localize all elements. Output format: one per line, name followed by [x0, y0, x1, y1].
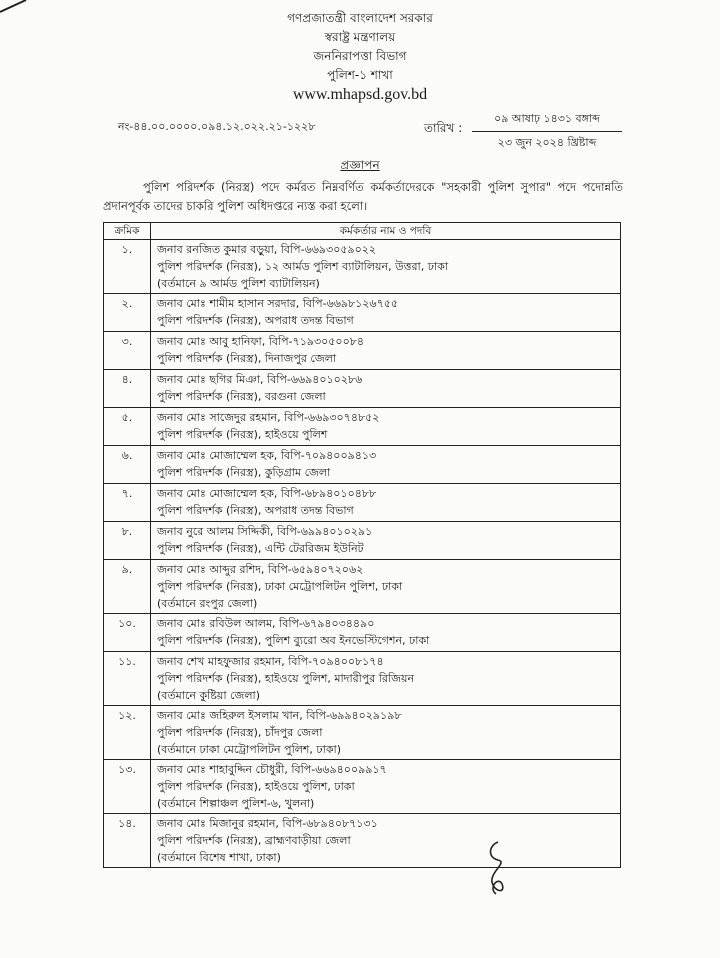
division-name: জননিরাপত্তা বিভাগ — [313, 49, 407, 63]
table-row — [104, 814, 621, 868]
officer-details — [151, 240, 621, 294]
officer-details — [151, 522, 621, 560]
officer-details — [151, 484, 621, 522]
officer-name: জনাব রনজিত কুমার বড়ুয়া, বিপি-৬৬৯৩০৫৯০২২ — [157, 243, 377, 256]
officer-details — [151, 814, 621, 868]
officer-designation: পুলিশ পরিদর্শক (নিরস্ত্র), অপরাধ তদন্ত বিভাগ — [157, 504, 354, 517]
serial-number: ৩. — [104, 332, 151, 370]
table-header-row — [104, 223, 621, 240]
officer-details — [151, 560, 621, 614]
ministry-name: স্বরাষ্ট্র মন্ত্রণালয় — [324, 30, 396, 44]
serial-number: ১২. — [104, 706, 151, 760]
table-row — [104, 446, 621, 484]
serial-number: ৬. — [104, 446, 151, 484]
officer-current-posting: (বর্তমানে রংপুর জেলা) — [157, 597, 258, 610]
col-name-designation: কর্মকর্তার নাম ও পদবি — [151, 223, 621, 240]
officer-details — [151, 614, 621, 652]
officer-name: জনাব মোঃ শামীম হাসান সরদার, বিপি-৬৬৯৮১২৬৭৫৫ — [157, 297, 399, 310]
officer-name: জনাব মোঃ শাহাবুদ্দিন চৌধুরী, বিপি-৬৬৯৪০০৯৯১৭ — [157, 763, 387, 776]
serial-number: ১৩. — [104, 760, 151, 814]
table-row — [104, 614, 621, 652]
table-row — [104, 294, 621, 332]
officer-name: জনাব নুরে আলম সিদ্দিকী, বিপি-৬৯৯৪০১০২৯১ — [157, 525, 373, 538]
officer-designation: পুলিশ পরিদর্শক (নিরস্ত্র), কুড়িগ্রাম জেলা — [157, 466, 331, 479]
table-row — [104, 706, 621, 760]
officer-current-posting: (বর্তমানে ৯ আর্মড পুলিশ ব্যাটালিয়ন) — [157, 277, 320, 290]
officer-designation: পুলিশ পরিদর্শক (নিরস্ত্র), ঢাকা মেট্রোপলিটন পুলিশ, ঢাকা — [157, 580, 403, 593]
officer-details — [151, 706, 621, 760]
branch-name: পুলিশ-১ শাখা — [327, 68, 393, 82]
officer-name: জনাব শেখ মাহফুজার রহমান, বিপি-৭০৯৪০০৮১৭৪ — [157, 655, 384, 668]
officer-name: জনাব মোঃ আব্দুর রশিদ, বিপি-৬৫৯৪০৭২০৬২ — [157, 563, 364, 576]
officer-name: জনাব মোঃ রবিউল আলম, বিপি-৬৭৯৪০৩৪৪৯০ — [157, 617, 375, 630]
officer-designation: পুলিশ পরিদর্শক (নিরস্ত্র), এন্টি টেররিজম ইউনিট — [157, 542, 364, 555]
table-row — [104, 760, 621, 814]
officer-name: জনাব মোঃ জহিরুল ইসলাম খান, বিপি-৬৯৯৪০২৯১৯৮ — [157, 709, 402, 722]
notice-paragraph: পুলিশ পরিদর্শক (নিরস্ত্র) পদে কর্মরত নিম্নবর্ণিত কর্মকর্তাদেরকে "সহকারী পুলিশ সুপার" পদে পদোন্নতি প্রদানপূর্বক তাদের চাকরি পুলিশ অধিদপ্তরে ন্যস্ত করা হলো। — [103, 180, 623, 213]
officer-current-posting: (বর্তমানে ঢাকা মেট্রোপলিটন পুলিশ, ঢাকা) — [157, 743, 342, 756]
officer-designation: পুলিশ পরিদর্শক (নিরস্ত্র), হাইওয়ে পুলিশ, ঢাকা — [157, 780, 355, 793]
officer-details — [151, 760, 621, 814]
notice-title-text: প্রজ্ঞাপন — [340, 158, 380, 172]
serial-number: ৭. — [104, 484, 151, 522]
officer-designation: পুলিশ পরিদর্শক (নিরস্ত্র), হাইওয়ে পুলিশ — [157, 428, 328, 441]
date-gregorian: ২৩ জুন ২০২৪ খ্রিষ্টাব্দ — [497, 136, 597, 149]
website: www.mhapsd.gov.bd — [292, 86, 428, 103]
officer-name: জনাব মোঃ ছগির মিঞা, বিপি-৬৬৯৪০১০২৮৬ — [157, 373, 363, 386]
officer-designation: পুলিশ পরিদর্শক (নিরস্ত্র), দিনাজপুর জেলা — [157, 352, 337, 365]
officer-details — [151, 332, 621, 370]
table-row — [104, 370, 621, 408]
officer-name: জনাব মোঃ আবু হানিফা, বিপি-৭১৯৩০৫০০৮৪ — [157, 335, 364, 348]
date-label: তারিখ : — [424, 121, 463, 135]
officer-designation: পুলিশ পরিদর্শক (নিরস্ত্র), ১২ আর্মড পুলিশ ব্যাটালিয়ন, উত্তরা, ঢাকা — [157, 260, 449, 273]
notice-title — [0, 157, 720, 177]
table-row — [104, 240, 621, 294]
table-row — [104, 560, 621, 614]
serial-number: ১১. — [104, 652, 151, 706]
serial-number: ১০. — [104, 614, 151, 652]
col-serial: ক্রমিক — [104, 223, 151, 240]
serial-number: ২. — [104, 294, 151, 332]
table-row — [104, 652, 621, 706]
signature — [478, 838, 518, 898]
serial-number: ৯. — [104, 560, 151, 614]
memo-number: নং-৪৪.০০.০০০০.০৯৪.১২.০২২.২১-১২২৮ — [118, 120, 316, 133]
serial-number: ৮. — [104, 522, 151, 560]
table-row — [104, 408, 621, 446]
officer-designation: পুলিশ পরিদর্শক (নিরস্ত্র), পুলিশ ব্যুরো অব ইনভেস্টিগেশন, ঢাকা — [157, 634, 430, 647]
officer-details — [151, 408, 621, 446]
officer-name: জনাব মোঃ মিজানুর রহমান, বিপি-৬৮৯৪০৮৭১৩১ — [157, 817, 378, 830]
serial-number: ৪. — [104, 370, 151, 408]
table-row — [104, 332, 621, 370]
officer-current-posting: (বর্তমানে কুষ্টিয়া জেলা) — [157, 689, 261, 702]
officer-current-posting: (বর্তমানে শিল্পাঞ্চল পুলিশ-৬, খুলনা) — [157, 797, 315, 810]
officer-details — [151, 652, 621, 706]
date-bangla: ০৯ আষাঢ় ১৪৩১ বঙ্গাব্দ — [472, 110, 622, 132]
officer-designation: পুলিশ পরিদর্শক (নিরস্ত্র), ব্রাহ্মণবাড়ীয়া জেলা — [157, 834, 351, 847]
govt-name: গণপ্রজাতন্ত্রী বাংলাদেশ সরকার — [287, 11, 433, 25]
officer-current-posting: (বর্তমানে বিশেষ শাখা, ঢাকা) — [157, 851, 281, 864]
serial-number: ৫. — [104, 408, 151, 446]
officer-designation: পুলিশ পরিদর্শক (নিরস্ত্র), বরগুনা জেলা — [157, 390, 326, 403]
serial-number: ১. — [104, 240, 151, 294]
officer-table — [103, 222, 621, 868]
serial-number: ১৪. — [104, 814, 151, 868]
table-row — [104, 484, 621, 522]
officer-designation: পুলিশ পরিদর্শক (নিরস্ত্র), হাইওয়ে পুলিশ, মাদারীপুর রিজিয়ন — [157, 672, 415, 685]
table-row — [104, 522, 621, 560]
officer-name: জনাব মোঃ মোজাম্মেল হক, বিপি-৭০৯৪০০৯৪১৩ — [157, 449, 377, 462]
officer-name: জনাব মোঃ মোজাম্মেল হক, বিপি-৬৮৯৪০১০৪৮৮ — [157, 487, 377, 500]
officer-designation: পুলিশ পরিদর্শক (নিরস্ত্র), অপরাধ তদন্ত বিভাগ — [157, 314, 354, 327]
officer-name: জনাব মোঃ সাজেদুর রহমান, বিপি-৬৬৯৩০৭৪৮৫২ — [157, 411, 380, 424]
officer-designation: পুলিশ পরিদর্শক (নিরস্ত্র), চাঁদপুর জেলা — [157, 726, 323, 739]
officer-details — [151, 294, 621, 332]
officer-details — [151, 446, 621, 484]
officer-details — [151, 370, 621, 408]
